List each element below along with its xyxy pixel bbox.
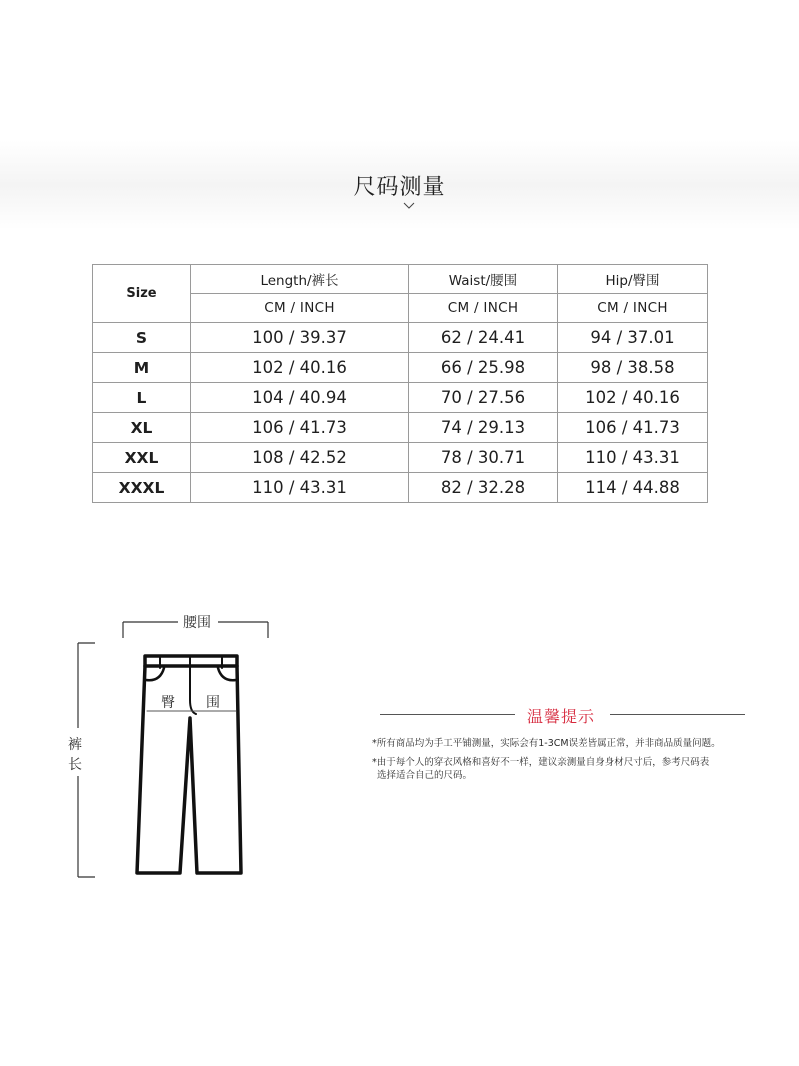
length-cell: 104 / 40.94 bbox=[191, 383, 409, 413]
tips-divider-right bbox=[610, 714, 745, 715]
waist-column-header: Waist/腰围 bbox=[409, 265, 558, 294]
size-cell: L bbox=[93, 383, 191, 413]
hip-cell: 106 / 41.73 bbox=[558, 413, 708, 443]
size-column-header: Size bbox=[93, 265, 191, 323]
waist-cell: 82 / 32.28 bbox=[409, 473, 558, 503]
waist-label: 腰围 bbox=[183, 615, 211, 631]
hip-cell: 102 / 40.16 bbox=[558, 383, 708, 413]
waist-cell: 74 / 29.13 bbox=[409, 413, 558, 443]
length-label: 裤 长 bbox=[68, 737, 82, 773]
waist-cell: 70 / 27.56 bbox=[409, 383, 558, 413]
size-cell: XXXL bbox=[93, 473, 191, 503]
size-cell: S bbox=[93, 323, 191, 353]
size-cell: XL bbox=[93, 413, 191, 443]
size-cell: M bbox=[93, 353, 191, 383]
length-cell: 106 / 41.73 bbox=[191, 413, 409, 443]
hip-label-right: 围 bbox=[206, 695, 220, 711]
page-title: 尺码测量 bbox=[353, 175, 446, 200]
hip-unit-label: CM / INCH bbox=[558, 294, 708, 323]
tip-text-2: *由于每个人的穿衣风格和喜好不一样，建议亲测量自身身材尺寸后，参考尺码表 bbox=[372, 757, 710, 768]
hip-cell: 98 / 38.58 bbox=[558, 353, 708, 383]
hip-column-header: Hip/臀围 bbox=[558, 265, 708, 294]
table-row bbox=[93, 383, 708, 413]
hip-cell: 94 / 37.01 bbox=[558, 323, 708, 353]
hip-cell: 110 / 43.31 bbox=[558, 443, 708, 473]
waist-unit-label: CM / INCH bbox=[409, 294, 558, 323]
waist-cell: 62 / 24.41 bbox=[409, 323, 558, 353]
table-row bbox=[93, 353, 708, 383]
tips-title: 温馨提示 bbox=[527, 707, 596, 726]
hip-label-left: 臀 bbox=[161, 695, 175, 711]
tips-divider-left bbox=[380, 714, 515, 715]
length-cell: 102 / 40.16 bbox=[191, 353, 409, 383]
length-cell: 100 / 39.37 bbox=[191, 323, 409, 353]
size-cell: XXL bbox=[93, 443, 191, 473]
chevron-down-icon bbox=[403, 200, 415, 212]
waist-cell: 66 / 25.98 bbox=[409, 353, 558, 383]
table-row bbox=[93, 323, 708, 353]
length-column-header: Length/裤长 bbox=[191, 265, 409, 294]
tip-text-3: 选择适合自己的尺码。 bbox=[377, 770, 473, 781]
waist-cell: 78 / 30.71 bbox=[409, 443, 558, 473]
length-unit-label: CM / INCH bbox=[191, 294, 409, 323]
table-row bbox=[93, 413, 708, 443]
length-cell: 108 / 42.52 bbox=[191, 443, 409, 473]
tip-text-1: *所有商品均为手工平铺测量，实际会有1-3CM误差皆属正常，并非商品质量问题。 bbox=[372, 738, 721, 749]
table-row bbox=[93, 443, 708, 473]
length-cell: 110 / 43.31 bbox=[191, 473, 409, 503]
table-row bbox=[93, 473, 708, 503]
size-table bbox=[92, 264, 708, 503]
hip-cell: 114 / 44.88 bbox=[558, 473, 708, 503]
pants-icon bbox=[137, 656, 241, 873]
